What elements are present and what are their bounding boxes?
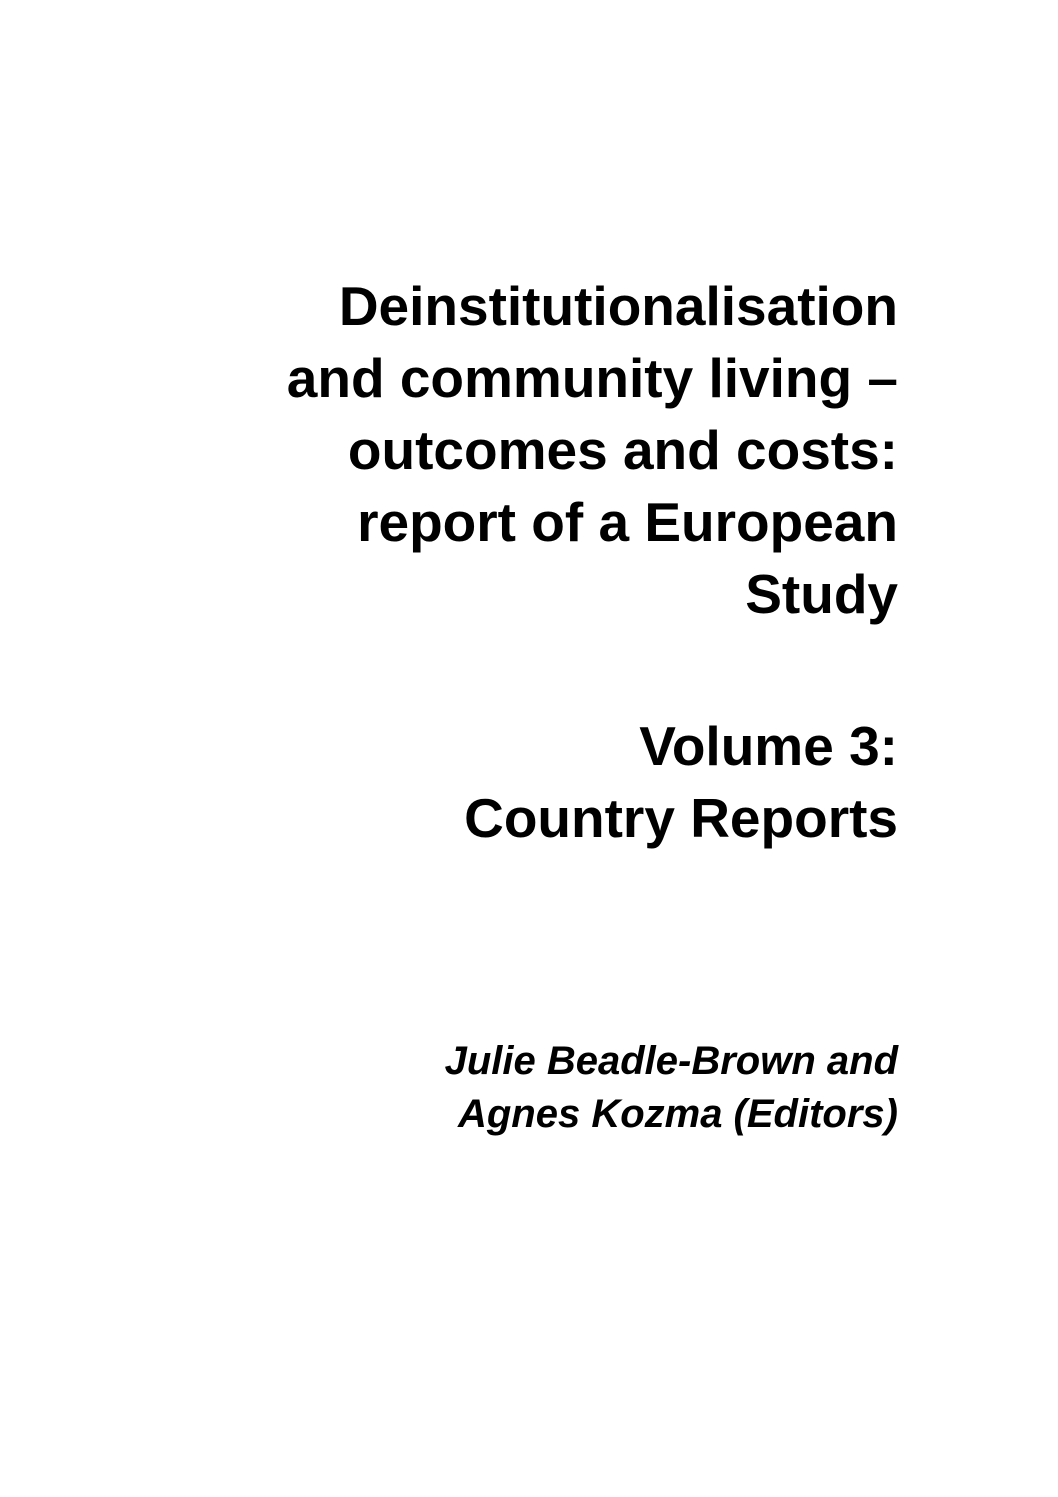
- volume-number: Volume 3:: [639, 715, 898, 777]
- document-title: [138, 270, 898, 630]
- title-line: outcomes and costs:: [347, 419, 898, 481]
- title-line: Study: [745, 563, 898, 625]
- editors-line: Agnes Kozma (Editors): [457, 1092, 898, 1136]
- editors: [138, 1035, 898, 1141]
- editors-line: Julie Beadle-Brown and: [444, 1039, 898, 1083]
- title-line: report of a European: [357, 491, 898, 553]
- volume-heading: [138, 710, 898, 854]
- title-line: and community living –: [286, 347, 898, 409]
- volume-subtitle: Country Reports: [464, 787, 898, 849]
- title-line: Deinstitutionalisation: [338, 275, 898, 337]
